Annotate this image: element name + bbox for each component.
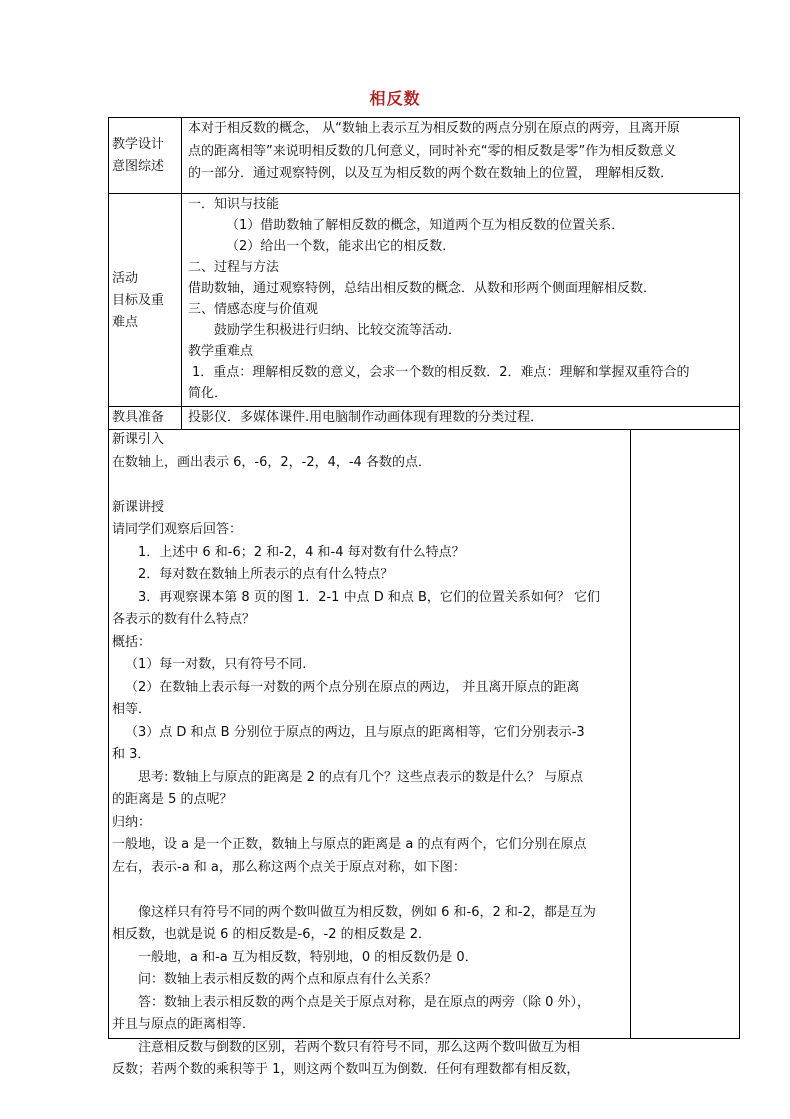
text-line: 借助数轴，通过观察特例，总结出相反数的概念．从数和形两个侧面理解相反数． <box>188 281 657 296</box>
equipment-content: 投影仪．多媒体课件.用电脑制作动画体现有理数的分类过程． <box>188 410 544 425</box>
row-label-equipment: 教具准备 <box>112 410 165 425</box>
text-line: 相等． <box>112 702 152 717</box>
text-line: 思考: 数轴上与原点的距离是 2 的点有几个？这些点表示的数是什么？ 与原点 <box>138 769 584 785</box>
text-line: 2．每对数在数轴上所表示的点有什么特点？ <box>138 567 394 582</box>
text-line: 反数；若两个数的乘积等于 1，则这两个数叫互为倒数．任何有理数都有相反数， <box>112 1062 580 1077</box>
text-line: 鼓励学生积极进行归纳、比较交流等活动． <box>214 323 462 338</box>
text-line: 概括： <box>112 634 152 650</box>
blank-line <box>112 879 627 902</box>
section-heading: 新课引入 <box>112 432 165 447</box>
text-line: 归纳： <box>112 814 152 830</box>
label-line: 难点 <box>112 315 139 330</box>
design-intent-content <box>188 118 738 186</box>
text-line: 答：数轴上表示相反数的两个点是关于原点对称，是在原点的两旁（除 0 外）， <box>138 994 591 1010</box>
text-line: （2）在数轴上表示每一对数的两个点分别在原点的两边， 并且离开原点的距离 <box>125 679 580 695</box>
text-line: 并且与原点的距离相等． <box>112 1017 256 1032</box>
text-line: 在数轴上，画出表示 6，-6，2，-2，4，-4 各数的点． <box>112 454 431 470</box>
section-heading: 新课讲授 <box>112 499 165 515</box>
text-line: 的一部分．通过观察特例，以及互为相反数的两个数在数轴上的位置， 理解相反数． <box>188 166 674 181</box>
text-line: 相反数，也就是说 6 的相反数是-6，-2 的相反数是 2． <box>112 927 431 942</box>
text-line: 像这样只有符号不同的两个数叫做互为相反数，例如 6 和-6，2 和-2，都是互为 <box>138 904 596 920</box>
text-line: 本对于相反数的概念， 从“数轴上表示互为相反数的两点分别在原点的两旁，且离开原 <box>188 121 680 136</box>
objectives-content <box>188 194 738 404</box>
label-line: 意图综述 <box>112 159 165 174</box>
text-line: （2）给出一个数，能求出它的相反数． <box>226 239 456 254</box>
text-line: 注意相反数与倒数的区别，若两个数只有符号不同，那么这两个数叫做互为相 <box>138 1039 581 1055</box>
label-column-divider <box>181 117 182 429</box>
label-line: 活动 <box>112 271 139 286</box>
text-line: 简化． <box>188 386 228 401</box>
text-line: 点的距离相等”来说明相反数的几何意义，同时补充“零的相反数是零”作为相反数意义 <box>188 143 677 159</box>
text-line: 1．上述中 6 和-6；2 和-2，4 和-4 每对数有什么特点？ <box>138 544 465 560</box>
text-line: 一．知识与技能 <box>188 197 280 212</box>
text-line: （1）每一对数，只有符号不同. <box>125 657 307 672</box>
text-line: 三、情感态度与价值观 <box>188 302 319 317</box>
notes-column-divider <box>630 429 631 1039</box>
text-line: 各表示的数有什么特点？ <box>112 612 256 627</box>
label-line: 教学设计 <box>112 137 165 152</box>
text-line: 一般地，a 和-a 互为相反数，特别地，0 的相反数仍是 0． <box>138 949 478 965</box>
text-line: 左右，表示-a 和 a，那么称这两个点关于原点对称，如下图： <box>112 859 466 875</box>
row-label-design-intent <box>112 134 180 178</box>
text-line: 教学重难点 <box>188 344 254 359</box>
text-line: 的距离是 5 的点呢？ <box>112 792 233 807</box>
text-line: 一般地，设 a 是一个正数，数轴上与原点的距离是 a 的点有两个，它们分别在原点 <box>112 837 587 852</box>
page-title: 相反数 <box>369 89 421 108</box>
text-line: （3）点 D 和点 B 分别位于原点的两边，且与原点的距离相等，它们分别表示-3 <box>125 724 585 740</box>
label-line: 目标及重 <box>112 293 165 308</box>
text-line: 和 3． <box>112 747 151 762</box>
text-line: 二、过程与方法 <box>188 260 280 275</box>
text-line: 1．重点：理解相反数的意义，会求一个数的相反数．2．难点：理解和掌握双重符合的 <box>192 365 690 380</box>
blank-line <box>112 474 627 497</box>
row-label-objectives <box>112 268 180 334</box>
text-line: 3．再观察课本第 8 页的图 1．2-1 中点 D 和点 B，它们的位置关系如何？ 它们 <box>138 589 601 605</box>
lesson-body <box>112 429 627 1082</box>
text-line: 问：数轴上表示相反数的两个点和原点有什么关系？ <box>138 972 438 987</box>
text-line: （1）借助数轴了解相反数的概念，知道两个互为相反数的位置关系． <box>226 218 625 233</box>
text-line: 请同学们观察后回答： <box>112 522 243 537</box>
